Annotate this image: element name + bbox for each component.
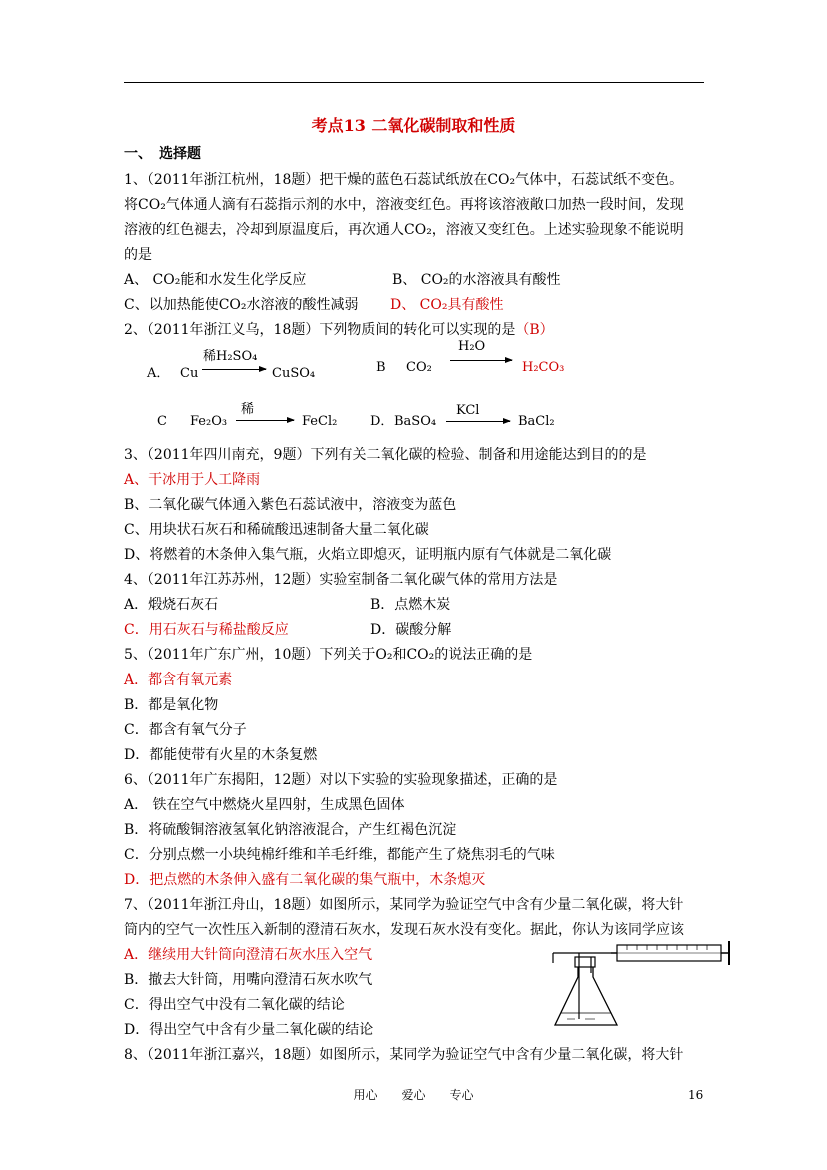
q2-a-to: CuSO₄ <box>272 366 316 381</box>
q5-option-a: A．都含有氧元素 <box>124 672 233 688</box>
q4-stem: 4、（2011年江苏苏州，12题）实验室制备二氧化碳气体的常用方法是 <box>124 572 558 588</box>
q2-b-label: B <box>376 360 386 375</box>
q2-c-to: FeCl₂ <box>302 414 338 429</box>
page-title: 考点13 二氧化碳制取和性质 <box>311 116 516 135</box>
q2-b-arrow <box>450 360 512 361</box>
q1-option-b: B、 CO₂的水溶液具有酸性 <box>392 272 561 288</box>
q8-stem-line1: 8、（2011年浙江嘉兴，18题）如图所示，某同学为验证空气中含有少量二氧化碳，将大针 <box>124 1047 684 1063</box>
q2-d-from: BaSO₄ <box>394 414 437 429</box>
q2-c-from: Fe₂O₃ <box>190 414 228 429</box>
q1-option-d: D、 CO₂具有酸性 <box>390 297 504 313</box>
q3-option-d: D、将燃着的木条伸入集气瓶，火焰立即熄灭，证明瓶内原有气体就是二氧化碳 <box>124 547 612 563</box>
q7-option-c: C．得出空气中没有二氧化碳的结论 <box>124 997 345 1013</box>
q2-d-arrow <box>446 421 510 422</box>
page-footer: 用心 爱心 专心 <box>353 1088 474 1102</box>
q1-stem-line4: 的是 <box>124 247 152 263</box>
q2-stem <box>124 320 554 340</box>
q7-option-d: D．得出空气中含有少量二氧化碳的结论 <box>124 1022 374 1038</box>
q4-option-b: B．点燃木炭 <box>370 597 451 613</box>
q7-stem-line1: 7、（2011年浙江舟山，18题）如图所示，某同学为验证空气中含有少量二氧化碳，将大针 <box>124 897 684 913</box>
q1-stem-line2: 将CO₂气体通人滴有石蕊指示剂的水中，溶液变红色。再将该溶液敞口加热一段时间，发现 <box>124 197 684 213</box>
q2-c-condition: 稀 <box>241 402 255 417</box>
q2-a-label: A． <box>147 366 170 381</box>
q3-option-a: A、干冰用于人工降雨 <box>124 472 261 488</box>
section-heading: 一、 选择题 <box>124 146 201 162</box>
q1-option-c: C、以加热能使CO₂水溶液的酸性减弱 <box>124 297 359 313</box>
q5-option-c: C．都含有氧气分子 <box>124 722 247 738</box>
q1-stem-line3: 溶液的红色褪去，冷却到原温度后，再次通人CO₂，溶液又变红色。上述实验现象不能说明 <box>124 222 684 238</box>
q2-b-condition: H₂O <box>458 339 486 354</box>
q6-option-a: A． 铁在空气中燃烧火星四射，生成黑色固体 <box>124 797 405 813</box>
q2-d-label: D． <box>370 414 394 429</box>
q2-stem-text: 2、（2011年浙江义乌，18题）下列物质间的转化可以实现的是 <box>124 322 516 338</box>
q5-stem: 5、（2011年广东广州，10题）下列关于O₂和CO₂的说法正确的是 <box>124 647 533 663</box>
q7-stem-line2: 筒内的空气一次性压入新制的澄清石灰水，发现石灰水没有变化。据此，你认为该同学应该 <box>124 922 684 938</box>
q3-option-c: C、用块状石灰石和稀硫酸迅速制备大量二氧化碳 <box>124 522 429 538</box>
q2-b-from: CO₂ <box>406 360 432 375</box>
q1-stem-line1: 1、（2011年浙江杭州，18题）把干燥的蓝色石蕊试纸放在CO₂气体中，石蕊试纸不变色。 <box>124 172 684 188</box>
q6-option-b: B．将硫酸铜溶液氢氧化钠溶液混合，产生红褐色沉淀 <box>124 822 457 838</box>
q1-option-a: A、 CO₂能和水发生化学反应 <box>124 272 307 288</box>
q7-option-b: B．撤去大针筒，用嘴向澄清石灰水吹气 <box>124 972 373 988</box>
q2-c-arrow <box>236 420 294 421</box>
syringe-flask-apparatus <box>545 933 735 1033</box>
q6-option-d: D．把点燃的木条伸入盛有二氧化碳的集气瓶中，木条熄灭 <box>124 872 486 888</box>
q2-c-label: C <box>157 414 167 429</box>
q5-option-d: D．都能使带有火星的木条复燃 <box>124 747 318 763</box>
page-number: 16 <box>688 1088 704 1102</box>
q2-d-condition: KCl <box>456 403 480 418</box>
q2-b-to: H₂CO₃ <box>522 360 565 375</box>
q2-a-from: Cu <box>180 366 199 381</box>
q3-stem: 3、（2011年四川南充，9题）下列有关二氧化碳的检验、制备和用途能达到目的的是 <box>124 447 647 463</box>
q7-option-a: A．继续用大针筒向澄清石灰水压入空气 <box>124 947 373 963</box>
q2-a-condition: 稀H₂SO₄ <box>203 349 258 364</box>
q4-option-d: D．碳酸分解 <box>370 622 452 638</box>
q4-option-a: A．煅烧石灰石 <box>124 597 219 613</box>
q6-stem: 6、（2011年广东揭阳，12题）对以下实验的实验现象描述，正确的是 <box>124 772 558 788</box>
header-rule <box>124 82 704 83</box>
q2-a-arrow <box>202 369 266 370</box>
q2-d-to: BaCl₂ <box>518 414 555 429</box>
q3-option-b: B、二氧化碳气体通入紫色石蕊试液中，溶液变为蓝色 <box>124 497 457 513</box>
q2-answer: （B） <box>515 322 554 338</box>
q5-option-b: B．都是氧化物 <box>124 697 219 713</box>
q4-option-c: C．用石灰石与稀盐酸反应 <box>124 622 289 638</box>
q6-option-c: C．分别点燃一小块纯棉纤维和羊毛纤维，都能产生了烧焦羽毛的气味 <box>124 847 555 863</box>
